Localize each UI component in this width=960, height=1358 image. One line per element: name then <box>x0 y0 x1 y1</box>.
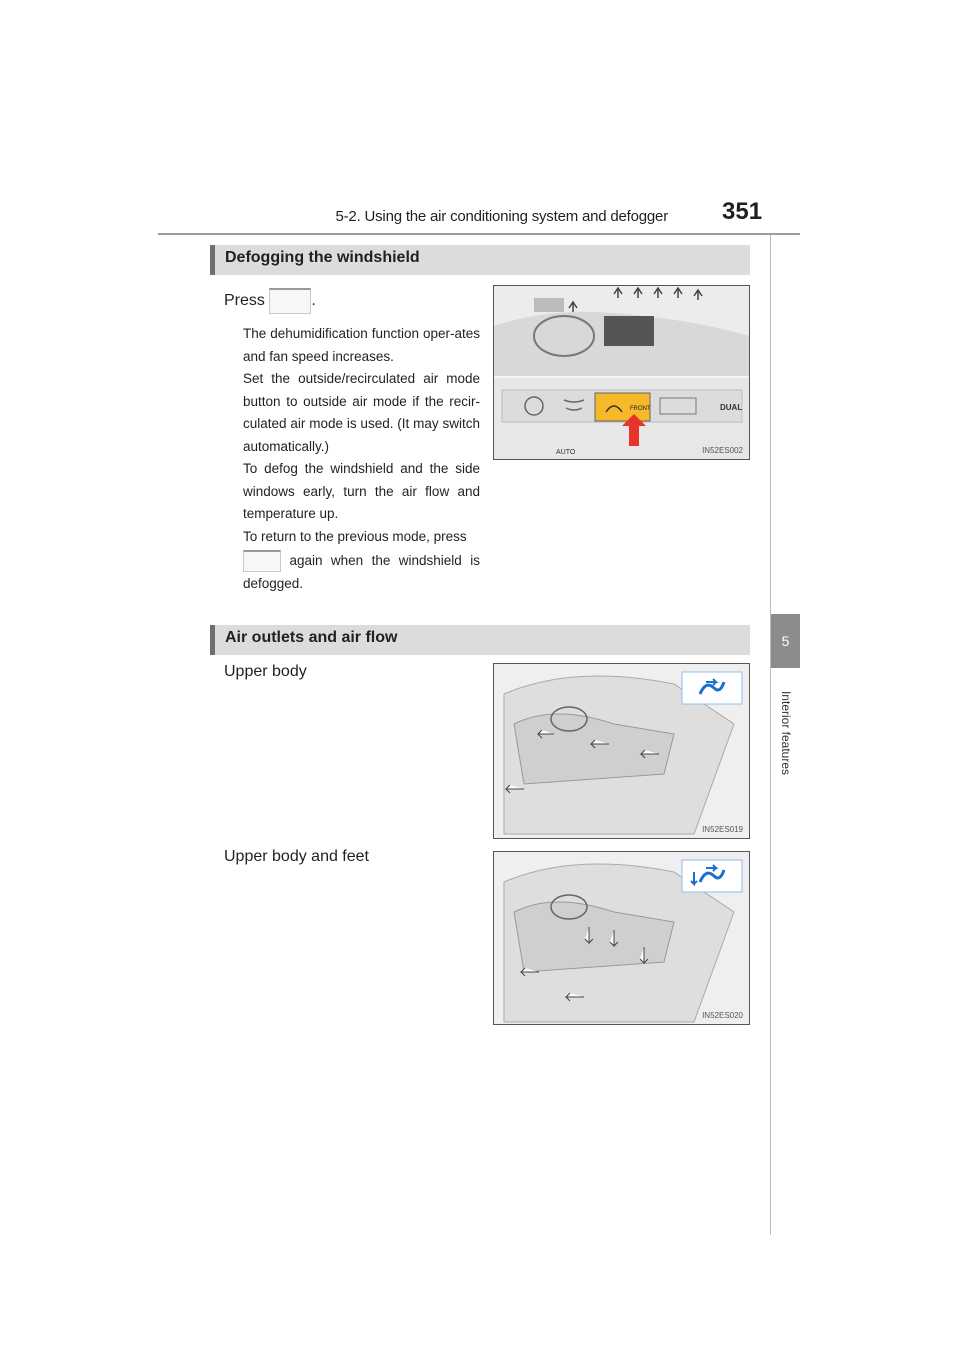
running-header: 5-2. Using the air conditioning system and defogger <box>335 208 668 225</box>
section-heading-defogging <box>210 245 750 275</box>
chapter-label <box>766 678 806 788</box>
windshield-defogger-button-icon <box>269 288 311 314</box>
note-return: To return to the previous mode, press <box>243 528 467 544</box>
cabin-illustration <box>494 852 749 1024</box>
page-number: 351 <box>722 198 763 225</box>
instruction-line <box>224 288 484 314</box>
panel-label-dual: DUAL <box>720 403 743 412</box>
chapter-tab <box>771 614 800 668</box>
windshield-defogger-button-icon <box>243 550 281 572</box>
instruction-suffix: . <box>311 292 316 310</box>
figure-code: IN52ES019 <box>702 825 743 834</box>
panel-label-front: FRONT <box>630 406 651 412</box>
note-outside-air: Set the outside/recirculated air mode button to outside air mode if the recir-culated air mode is used. (It may switch automatically.) <box>243 371 480 454</box>
note-dehumidification: The dehumidification function oper-ates and fan speed increases. <box>243 326 480 364</box>
figure-defogger-panel <box>493 285 750 460</box>
mode-label-upper-body-feet: Upper body and feet <box>224 848 369 865</box>
cabin-illustration <box>494 664 749 838</box>
figure-upper-body <box>493 663 750 839</box>
figure-code: IN52ES020 <box>702 1011 743 1020</box>
chapter-number: 5 <box>781 633 790 649</box>
panel-label-auto: AUTO <box>556 449 576 456</box>
return-suffix: again when the windshield is defogged. <box>243 553 480 591</box>
header-rule <box>158 233 800 235</box>
instruction-prefix: Press <box>224 292 265 310</box>
dashboard-illustration <box>494 286 749 459</box>
note-defog-early: To defog the windshield and the side windows early, turn the air flow and temperature up. <box>243 461 480 521</box>
mode-label-upper-body: Upper body <box>224 663 307 680</box>
figure-upper-body-feet <box>493 851 750 1025</box>
section-heading-text: Air outlets and air flow <box>225 629 398 646</box>
chapter-title: Interior features <box>779 690 793 776</box>
figure-code: IN52ES002 <box>702 446 743 455</box>
defog-notes <box>243 323 480 595</box>
section-heading-air-outlets <box>210 625 750 655</box>
section-heading-text: Defogging the windshield <box>225 249 420 266</box>
note-return-continued <box>243 550 480 595</box>
